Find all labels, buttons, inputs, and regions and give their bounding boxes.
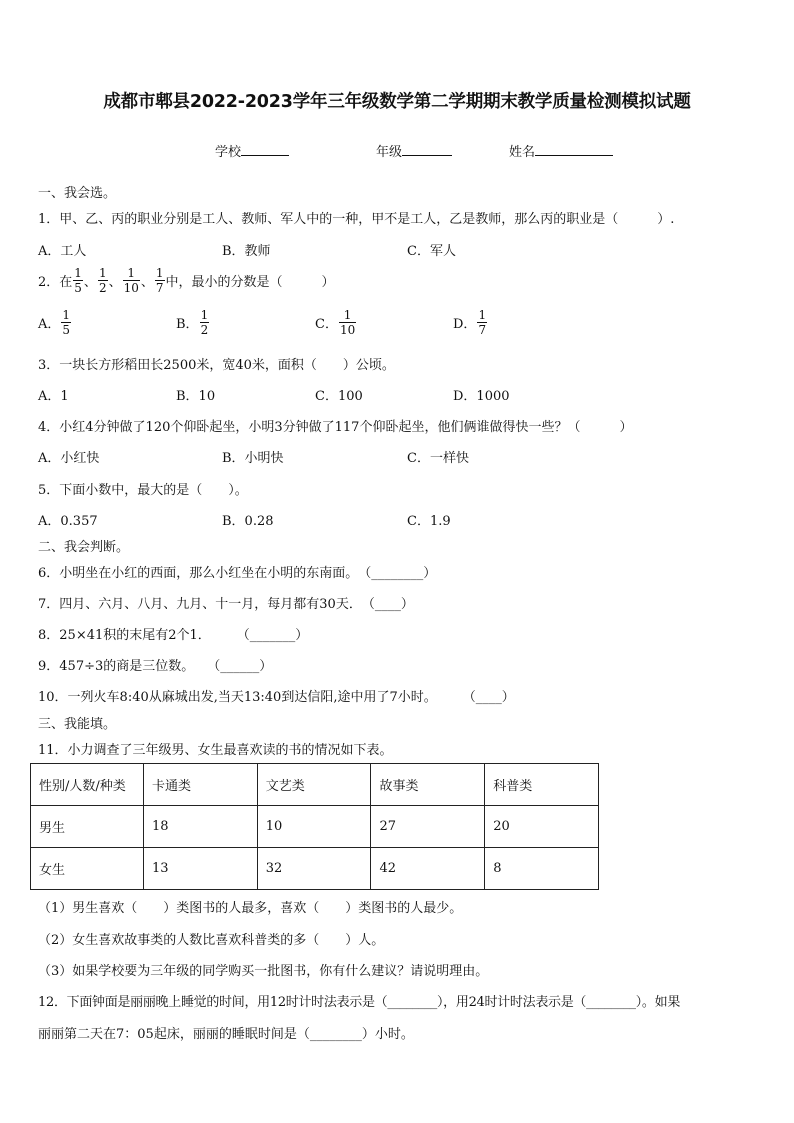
question-4-stem: 4．小红4分钟做了120个仰卧起坐，小明3分钟做了117个仰卧起坐，他们俩谁做得快一些？（ ）	[38, 420, 633, 435]
question-2-option-c[interactable]: C． $\frac{1}{10}$	[315, 308, 356, 337]
question-2-suffix: 中，最小的分数是（ ）	[165, 275, 335, 290]
question-10: 10．一列火车8:40从麻城出发,当天13:40到达信阳,途中用了7小时。 （____）	[38, 690, 515, 705]
question-3-option-d[interactable]: D．1000	[453, 389, 510, 404]
school-blank[interactable]	[241, 143, 289, 156]
question-5-option-c[interactable]: C．1.9	[407, 514, 451, 529]
table-header-row	[31, 764, 599, 806]
fraction-one-fifth: $\frac{1}{5}$	[74, 266, 82, 295]
table-row	[31, 848, 599, 890]
fraction-one-half: $\frac{1}{2}$	[98, 266, 107, 295]
question-2-option-a[interactable]: A． $\frac{1}{5}$	[38, 308, 71, 337]
fraction-one-tenth: $\frac{1}{10}$	[339, 308, 356, 337]
question-12-line-2: 丽丽第二天在7：05起床，丽丽的睡眠时间是（________）小时。	[38, 1027, 414, 1042]
section-heading-judge: 二、我会判断。	[38, 540, 130, 555]
table-header-cell: 文艺类	[257, 764, 371, 806]
table-header-cell: 性别/人数/种类	[31, 764, 144, 806]
name-label: 姓名	[509, 145, 536, 160]
grade-label: 年级	[376, 145, 403, 160]
question-12-line-1: 12．下面钟面是丽丽晚上睡觉的时间，用12时计时法表示是（________），用24时计时法表示是（________）。如果	[38, 995, 681, 1010]
question-4-option-c[interactable]: C．一样快	[407, 451, 469, 466]
question-11-stem: 11．小力调查了三年级男、女生最喜欢读的书的情况如下表。	[38, 743, 393, 758]
table-cell: 女生	[31, 848, 144, 890]
question-2-prefix: 2．在	[38, 275, 73, 290]
separator: 、	[140, 275, 154, 290]
school-field	[215, 141, 289, 160]
question-11-part-3: （3）如果学校要为三年级的同学购买一批图书，你有什么建议？请说明理由。	[38, 964, 489, 979]
separator: 、	[108, 275, 122, 290]
question-5-option-a[interactable]: A．0.357	[38, 514, 98, 529]
question-2-option-d[interactable]: D． $\frac{1}{7}$	[453, 308, 487, 337]
table-cell: 32	[257, 848, 371, 890]
question-5-stem: 5．下面小数中，最大的是（ ）。	[38, 483, 248, 498]
grade-field	[376, 141, 452, 160]
table-cell: 10	[257, 806, 371, 848]
table-cell: 男生	[31, 806, 144, 848]
fraction-one-seventh: $\frac{1}{7}$	[478, 308, 487, 337]
question-1-option-a[interactable]: A．工人	[38, 244, 87, 259]
section-heading-choice: 一、我会选。	[38, 186, 117, 201]
table-header-cell: 科普类	[485, 764, 599, 806]
table-row	[31, 806, 599, 848]
table-cell: 18	[143, 806, 257, 848]
question-6: 6．小明坐在小红的西面，那么小红坐在小明的东南面。 （________）	[38, 566, 437, 581]
question-2-option-b[interactable]: B． $\frac{1}{2}$	[176, 308, 209, 337]
question-2-stem	[38, 266, 335, 295]
table-cell: 27	[371, 806, 485, 848]
question-3-option-a[interactable]: A．1	[38, 389, 69, 404]
question-8: 8．25×41积的末尾有2个1． （_______）	[38, 628, 309, 643]
book-preference-table	[30, 763, 599, 890]
table-header-cell: 卡通类	[143, 764, 257, 806]
question-1-stem: 1．甲、乙、丙的职业分别是工人、教师、军人中的一种，甲不是工人，乙是教师，那么丙的职业是（ ）.	[38, 212, 675, 227]
question-7: 7．四月、六月、八月、九月、十一月，每月都有30天． （____）	[38, 597, 414, 612]
table-cell: 8	[485, 848, 599, 890]
section-heading-fill: 三、我能填。	[38, 717, 117, 732]
table-cell: 20	[485, 806, 599, 848]
question-11-part-2: （2）女生喜欢故事类的人数比喜欢科普类的多（ ）人。	[38, 933, 385, 948]
question-3-option-b[interactable]: B．10	[176, 389, 216, 404]
table-header-cell: 故事类	[371, 764, 485, 806]
table-cell: 42	[371, 848, 485, 890]
question-4-option-b[interactable]: B．小明快	[222, 451, 284, 466]
question-1-option-b[interactable]: B．教师	[222, 244, 271, 259]
question-3-stem: 3．一块长方形稻田长2500米，宽40米，面积（ ）公顷。	[38, 358, 395, 373]
school-label: 学校	[215, 145, 242, 160]
name-blank[interactable]	[535, 143, 613, 156]
fraction-one-tenth: $\frac{1}{10}$	[123, 266, 139, 295]
question-5-option-b[interactable]: B．0.28	[222, 514, 274, 529]
table-cell: 13	[143, 848, 257, 890]
grade-blank[interactable]	[402, 143, 452, 156]
question-9: 9．457÷3的商是三位数。 （______）	[38, 659, 273, 674]
page-title: 成都市郫县2022-2023学年三年级数学第二学期期末教学质量检测模拟试题	[103, 92, 691, 112]
question-4-option-a[interactable]: A．小红快	[38, 451, 100, 466]
question-3-option-c[interactable]: C．100	[315, 389, 363, 404]
question-11-part-1: （1）男生喜欢（ ）类图书的人最多，喜欢（ ）类图书的人最少。	[38, 901, 463, 916]
question-1-option-c[interactable]: C．军人	[407, 244, 456, 259]
name-field	[509, 141, 613, 160]
fraction-one-fifth: $\frac{1}{5}$	[62, 308, 71, 337]
fraction-one-seventh: $\frac{1}{7}$	[155, 266, 164, 295]
fraction-one-half: $\frac{1}{2}$	[200, 308, 209, 337]
separator: 、	[83, 275, 97, 290]
